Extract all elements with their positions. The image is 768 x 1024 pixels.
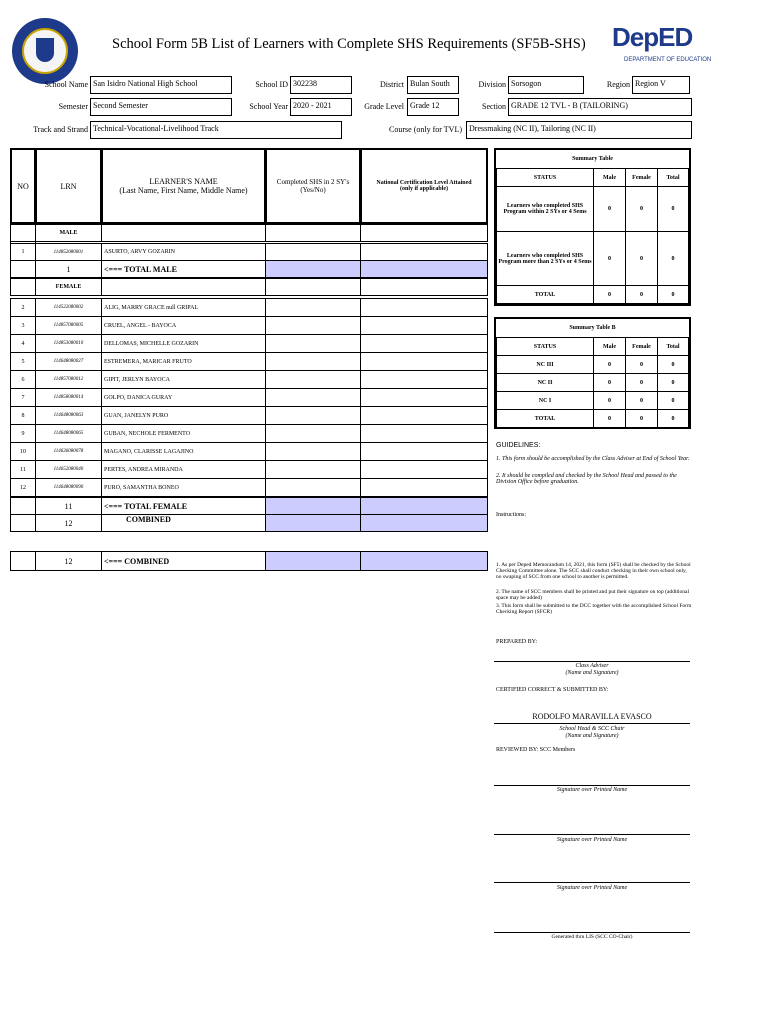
row-completed-cell[interactable] xyxy=(265,460,361,479)
summary-header-total: Total xyxy=(657,168,689,187)
summary-table-b xyxy=(494,317,691,429)
adviser-signature-line xyxy=(494,661,690,662)
course-field[interactable]: Dressmaking (NC II), Tailoring (NC II) xyxy=(466,121,692,139)
summary-row-male: 0 xyxy=(593,285,626,304)
total-male-count: 1 xyxy=(35,260,102,278)
region-field[interactable]: Region V xyxy=(632,76,690,94)
summary-b-row-status: TOTAL xyxy=(496,409,594,428)
scc-signature-line-1 xyxy=(494,785,690,786)
row-completed-cell[interactable] xyxy=(265,370,361,389)
summary-header-female: Female xyxy=(625,168,658,187)
row-no: 3 xyxy=(10,316,36,335)
row-completed-cell[interactable] xyxy=(265,352,361,371)
summary-b-row-total: 0 xyxy=(657,373,689,392)
header-no: NO xyxy=(10,148,36,224)
grade-level-field[interactable]: Grade 12 xyxy=(407,98,459,116)
school-name-label: School Name xyxy=(44,80,88,89)
header-ncl-line1: National Certification Level Attained xyxy=(376,180,472,186)
row-no: 1 xyxy=(10,243,36,261)
summary-row-total: 0 xyxy=(657,231,689,286)
male-section-label: MALE xyxy=(35,224,102,242)
track-label: Track and Strand xyxy=(33,125,88,134)
row-completed-cell[interactable] xyxy=(265,316,361,335)
row-lrn: 114857080005 xyxy=(35,316,102,335)
instructions-heading: Instructions: xyxy=(496,512,526,518)
school-id-field[interactable]: 302238 xyxy=(290,76,352,94)
scc-signature-caption-2: Signature over Printed Name xyxy=(556,837,628,843)
header-name-line2: (Last Name, First Name, Middle Name) xyxy=(119,186,248,195)
row-lrn: 114648080090 xyxy=(35,478,102,497)
seal-shield-icon xyxy=(36,38,54,62)
instruction-2: 2. The name of SCC members shall be printed and put their signature on top (additional space may be added) xyxy=(496,589,689,601)
row-ncl-cell[interactable] xyxy=(360,243,488,261)
row-ncl-cell[interactable] xyxy=(360,442,488,461)
row-no: 9 xyxy=(10,424,36,443)
row-learner-name: GUAN, JANELYN PURO xyxy=(101,406,266,425)
summary-b-row-status: NC II xyxy=(496,373,594,392)
summary-row-female: 0 xyxy=(625,231,658,286)
row-no: 11 xyxy=(10,460,36,479)
row-no: 8 xyxy=(10,406,36,425)
scc-signature-caption-3: Signature over Printed Name xyxy=(556,885,628,891)
row-no: 7 xyxy=(10,388,36,407)
prepared-by-label: PREPARED BY: xyxy=(496,639,538,645)
combined-ncl xyxy=(360,551,488,571)
row-ncl-cell[interactable] xyxy=(360,298,488,317)
summary-row-total: 0 xyxy=(657,285,689,304)
summary-b-row-male: 0 xyxy=(593,409,626,428)
header-completed-shs xyxy=(265,148,361,224)
deped-logo: DepED xyxy=(612,22,693,52)
form-title: School Form 5B List of Learners with Complete SHS Requirements (SF5B-SHS) xyxy=(112,36,586,52)
row-learner-name: MAGANO, CLARISSE LAGAJINO xyxy=(101,442,266,461)
summary-b-row-total: 0 xyxy=(657,355,689,374)
row-learner-name: ALIG, MARRY GRACE null GRIPAL xyxy=(101,298,266,317)
summary-b-row-total: 0 xyxy=(657,391,689,410)
clipped-combined-count: 12 xyxy=(35,514,102,532)
school-year-label: School Year xyxy=(249,102,288,111)
row-lrn: 114652080040 xyxy=(35,460,102,479)
summary-row-male: 0 xyxy=(593,186,626,232)
district-label: District xyxy=(380,80,404,89)
row-no: 6 xyxy=(10,370,36,389)
total-male-ncl xyxy=(360,260,488,278)
instruction-1: 1. As per Deped Memorandum 14, 2021, this form (SF5) shall be checked by the School Checking Committee alone. The SCC shall conduct checking in their own school only, no swaping of SCC from one school to another is permitted. xyxy=(496,562,691,580)
track-field[interactable]: Technical-Vocational-Livelihood Track xyxy=(90,121,342,139)
school-name-field[interactable]: San Isidro National High School xyxy=(90,76,232,94)
section-label: Section xyxy=(482,102,506,111)
row-completed-cell[interactable] xyxy=(265,424,361,443)
summary-table xyxy=(494,148,691,306)
row-learner-name: PERTES, ANDREA MIRANDA xyxy=(101,460,266,479)
row-ncl-cell[interactable] xyxy=(360,406,488,425)
summary-b-header-status: STATUS xyxy=(496,337,594,356)
row-ncl-cell[interactable] xyxy=(360,334,488,353)
summary-row-female: 0 xyxy=(625,186,658,232)
row-ncl-cell[interactable] xyxy=(360,370,488,389)
row-lrn: 114522080002 xyxy=(35,298,102,317)
row-no: 5 xyxy=(10,352,36,371)
row-ncl-cell[interactable] xyxy=(360,388,488,407)
row-ncl-cell[interactable] xyxy=(360,352,488,371)
clipped-combined-label: COMBINED xyxy=(101,514,266,532)
school-head-caption-2: (Name and Signature) xyxy=(565,733,619,739)
row-ncl-cell[interactable] xyxy=(360,316,488,335)
adviser-caption-1: Class Adviser xyxy=(575,663,609,669)
header-lrn: LRN xyxy=(35,148,102,224)
summary-b-header-female: Female xyxy=(625,337,658,356)
row-completed-cell[interactable] xyxy=(265,243,361,261)
header-completed-line1: Completed SHS in 2 SY's xyxy=(276,178,350,186)
row-learner-name: GIPIT, JERLYN BAYOCA xyxy=(101,370,266,389)
learners-table-body xyxy=(10,224,488,528)
summary-b-row-female: 0 xyxy=(625,373,658,392)
row-lrn: 114636080078 xyxy=(35,442,102,461)
guideline-2: 2. It should be compiled and checked by the School Head and passed to the Division Office before graduation. xyxy=(496,473,677,485)
row-learner-name: GOLPO, DANICA GURAY xyxy=(101,388,266,407)
total-female-count: 11 xyxy=(35,497,102,515)
row-learner-name: CRUEL, ANGEL - BAYOCA xyxy=(101,316,266,335)
row-ncl-cell[interactable] xyxy=(360,478,488,497)
school-id-label: School ID xyxy=(255,80,288,89)
summary-table-b-title: Summary Table B xyxy=(496,319,689,338)
row-completed-cell[interactable] xyxy=(265,298,361,317)
scc-signature-line-2 xyxy=(494,834,690,835)
summary-b-row-total: 0 xyxy=(657,409,689,428)
division-label: Division xyxy=(478,80,506,89)
region-label: Region xyxy=(606,80,630,89)
row-completed-cell[interactable] xyxy=(265,442,361,461)
generated-caption: Generated thru LIS (SCC CO-Chair) xyxy=(551,934,633,940)
combined-label: <=== COMBINED xyxy=(101,551,266,571)
summary-b-row-male: 0 xyxy=(593,373,626,392)
summary-b-header-total: Total xyxy=(657,337,689,356)
scc-signature-line-3 xyxy=(494,882,690,883)
guideline-1: 1. This form should be accomplished by the Class Adviser at End of School Year. xyxy=(496,456,690,462)
summary-row-status: Learners who completed SHS Program within 2 SYs or 4 Sems xyxy=(496,186,594,232)
row-ncl-cell[interactable] xyxy=(360,460,488,479)
school-year-field[interactable]: 2020 - 2021 xyxy=(290,98,352,116)
row-learner-name: GUBAN, NECHOLE FERMENTO xyxy=(101,424,266,443)
row-completed-cell[interactable] xyxy=(265,388,361,407)
row-completed-cell[interactable] xyxy=(265,478,361,497)
row-lrn: 114852080001 xyxy=(35,243,102,261)
total-male-completed xyxy=(265,260,361,278)
row-no: 4 xyxy=(10,334,36,353)
header-completed-line2: (Yes/No) xyxy=(300,186,326,194)
row-completed-cell[interactable] xyxy=(265,406,361,425)
row-lrn: 114648080063 xyxy=(35,406,102,425)
scc-signature-caption-1: Signature over Printed Name xyxy=(556,787,628,793)
row-learner-name: ESTREMERA, MARICAR FRUTO xyxy=(101,352,266,371)
total-female-completed xyxy=(265,497,361,515)
combined-count: 12 xyxy=(35,551,102,571)
summary-row-male: 0 xyxy=(593,231,626,286)
summary-b-row-female: 0 xyxy=(625,391,658,410)
summary-row-status: TOTAL xyxy=(496,285,594,304)
row-lrn: 114857080012 xyxy=(35,370,102,389)
clipped-combined-row xyxy=(10,514,488,528)
adviser-caption-2: (Name and Signature) xyxy=(565,670,619,676)
row-no: 10 xyxy=(10,442,36,461)
summary-b-row-male: 0 xyxy=(593,391,626,410)
generated-line xyxy=(494,932,690,933)
deped-logo-subtitle: DEPARTMENT OF EDUCATION xyxy=(624,57,712,63)
summary-b-row-status: NC III xyxy=(496,355,594,374)
summary-row-status: Learners who completed SHS Program more than 2 SYs or 4 Sems xyxy=(496,231,594,286)
division-field[interactable]: Sorsogon xyxy=(508,76,584,94)
summary-b-row-female: 0 xyxy=(625,409,658,428)
row-learner-name: ASURTO, ARVY GOZARIN xyxy=(101,243,266,261)
header-learner-name xyxy=(101,148,266,224)
row-lrn: 114858080014 xyxy=(35,388,102,407)
summary-table-title: Summary Table xyxy=(496,150,689,169)
summary-b-row-male: 0 xyxy=(593,355,626,374)
summary-b-header-male: Male xyxy=(593,337,626,356)
total-female-label: <=== TOTAL FEMALE xyxy=(101,497,266,515)
total-male-label: <=== TOTAL MALE xyxy=(101,260,266,278)
row-lrn: 114853080010 xyxy=(35,334,102,353)
reviewed-by-label: REVIEWED BY: SCC Members xyxy=(496,747,576,753)
row-ncl-cell[interactable] xyxy=(360,424,488,443)
row-learner-name: PURO, SAMANTHA BONEO xyxy=(101,478,266,497)
summary-header-status: STATUS xyxy=(496,168,594,187)
total-female-ncl xyxy=(360,497,488,515)
header-ncl xyxy=(360,148,488,224)
row-no: 12 xyxy=(10,478,36,497)
instruction-3: 3. This form shall be submitted to the DCC together with the accomplished School Form Checking Report (SFCR) xyxy=(496,603,692,615)
summary-header-male: Male xyxy=(593,168,626,187)
summary-row-female: 0 xyxy=(625,285,658,304)
certified-label: CERTIFIED CORRECT & SUBMITTED BY: xyxy=(496,687,609,693)
row-learner-name: DELLOMAS, MICHELLE GOZARIN xyxy=(101,334,266,353)
combined-row xyxy=(10,555,488,571)
summary-b-row-status: NC I xyxy=(496,391,594,410)
summary-row-total: 0 xyxy=(657,186,689,232)
school-head-signature-line xyxy=(494,723,690,724)
row-lrn: 114648080027 xyxy=(35,352,102,371)
semester-label: Semester xyxy=(58,102,88,111)
row-completed-cell[interactable] xyxy=(265,334,361,353)
school-head-caption-1: School Head & SCC Chair xyxy=(559,726,625,732)
header-name-line1: LEARNER'S NAME xyxy=(149,177,218,186)
row-no: 2 xyxy=(10,298,36,317)
district-field[interactable]: Bulan South xyxy=(407,76,459,94)
semester-field[interactable]: Second Semester xyxy=(90,98,232,116)
row-lrn: 114648080065 xyxy=(35,424,102,443)
section-field[interactable]: GRADE 12 TVL - B (TAILORING) xyxy=(508,98,692,116)
female-section-label: FEMALE xyxy=(35,278,102,296)
header-ncl-line2: (only if applicable) xyxy=(399,186,448,192)
summary-b-row-female: 0 xyxy=(625,355,658,374)
guidelines-heading: GUIDELINES: xyxy=(496,442,541,449)
grade-level-label: Grade Level xyxy=(364,102,404,111)
course-label: Course (only for TVL) xyxy=(389,125,462,134)
combined-completed xyxy=(265,551,361,571)
school-head-name: RODOLFO MARAVILLA EVASCO xyxy=(532,712,652,721)
